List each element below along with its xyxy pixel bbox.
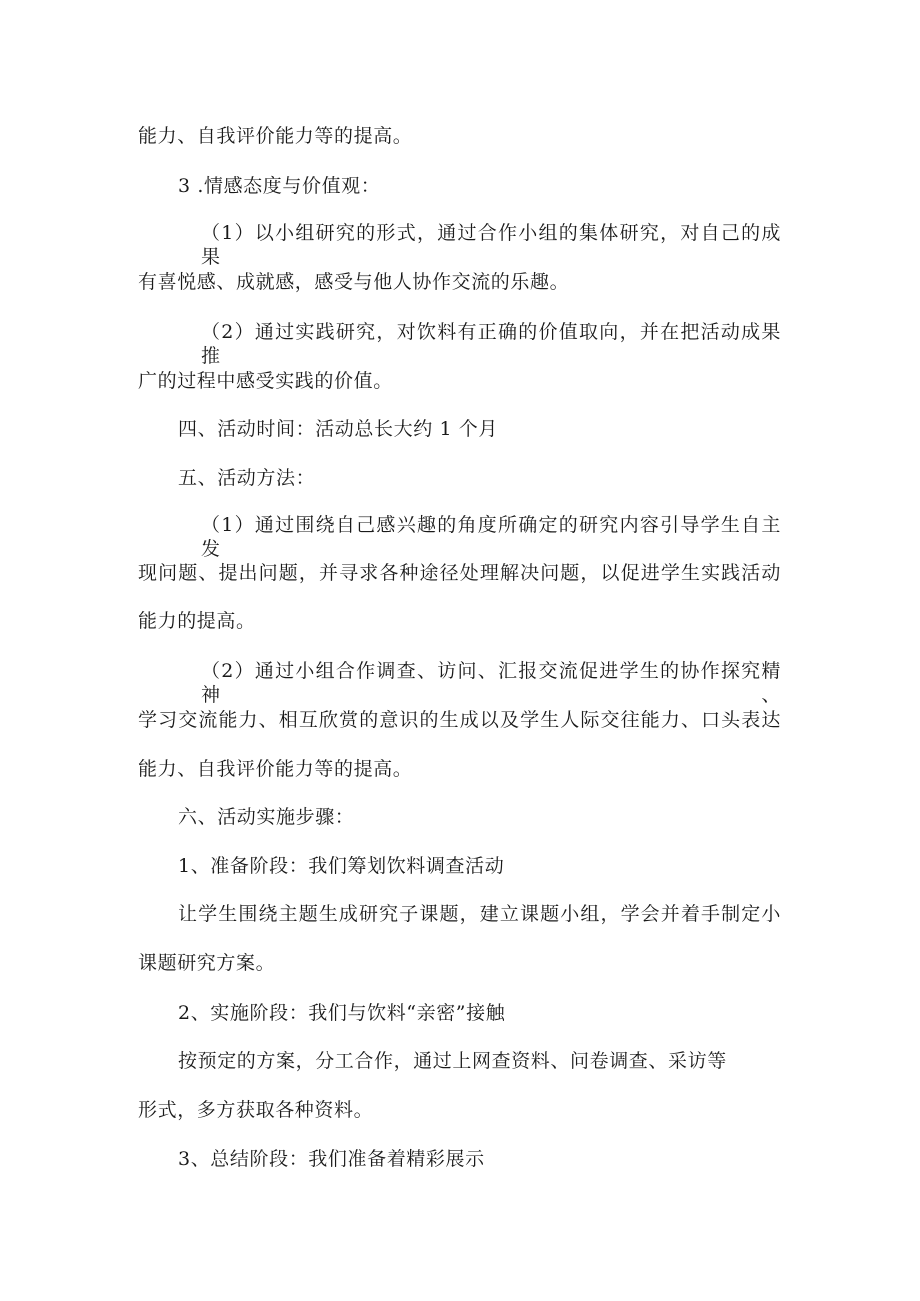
section-heading: 四、活动时间：活动总长大约 1 个月	[178, 418, 498, 440]
text-line: 让学生围绕主题生成研究子课题，建立课题小组，学会并着手制定小	[178, 903, 781, 925]
text-line: （1）通过围绕自己感兴趣的角度所确定的研究内容引导学生自主发	[201, 514, 781, 560]
text-line: 能力、自我评价能力等的提高。	[138, 125, 413, 147]
text-line: 现问题、提出问题，并寻求各种途径处理解决问题，以促进学生实践活动	[138, 562, 781, 584]
text-line: 形式，多方获取各种资料。	[138, 1099, 374, 1121]
text-line: 按预定的方案，分工合作，通过上网查资料、问卷调查、采访等	[178, 1050, 727, 1072]
subsection-heading: 1、准备阶段：我们筹划饮料调查活动	[178, 855, 505, 877]
subsection-heading: 3、总结阶段：我们准备着精彩展示	[178, 1148, 485, 1170]
text-line: 能力、自我评价能力等的提高。	[138, 758, 413, 780]
subsection-heading: 2、实施阶段：我们与饮料“亲密”接触	[178, 1002, 506, 1024]
text-line: 有喜悦感、成就感，感受与他人协作交流的乐趣。	[138, 271, 570, 293]
section-heading: 3 .情感态度与价值观：	[178, 175, 381, 197]
text-line: （1）以小组研究的形式，通过合作小组的集体研究，对自己的成果	[201, 222, 781, 268]
text-line: 课题研究方案。	[138, 952, 276, 974]
text-line: （2）通过小组合作调查、访问、汇报交流促进学生的协作探究精神、	[201, 660, 781, 706]
text-line: 学习交流能力、相互欣赏的意识的生成以及学生人际交往能力、口头表达	[138, 709, 781, 731]
section-heading: 五、活动方法：	[178, 467, 316, 489]
text-line: （2）通过实践研究，对饮料有正确的价值取向，并在把活动成果推	[201, 321, 781, 367]
text-line: 广的过程中感受实践的价值。	[138, 370, 393, 392]
section-heading: 六、活动实施步骤：	[178, 806, 355, 828]
text-line: 能力的提高。	[138, 610, 256, 632]
